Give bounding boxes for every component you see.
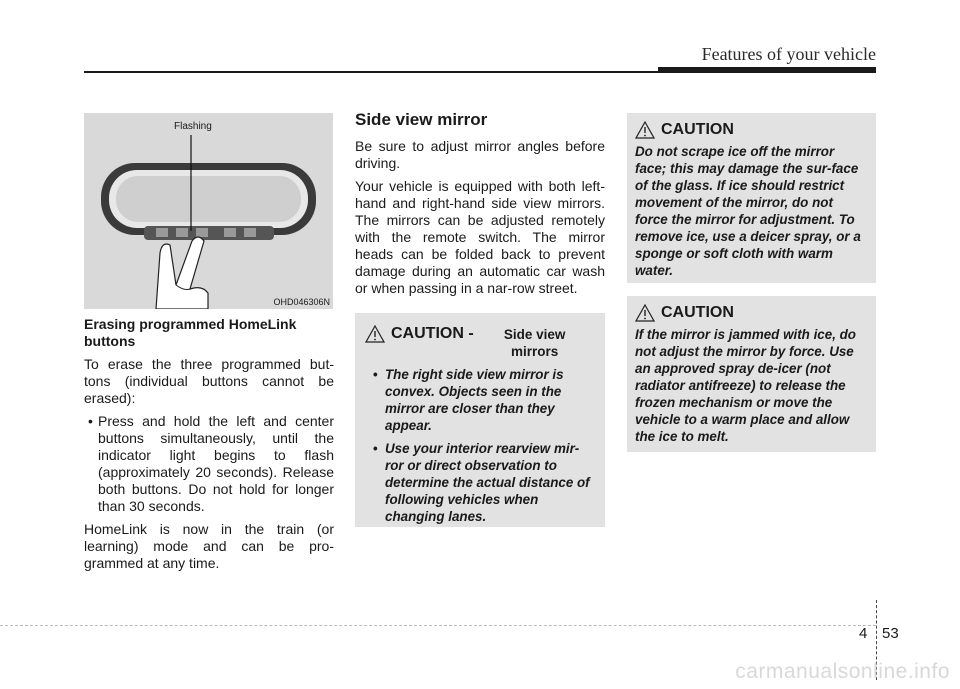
side-view-mirror-section: [355, 110, 605, 297]
chapter-number: 4: [859, 625, 868, 642]
caution-header: [635, 304, 868, 322]
homelink-erase-intro: To erase the three programmed but-tons (individual buttons cannot be erased):: [84, 356, 334, 406]
page-header-title: Features of your vehicle: [701, 44, 876, 64]
watermark: carmanualsonline.info: [735, 660, 950, 683]
caution-header: [365, 325, 595, 360]
homelink-train-mode-text: HomeLink is now in the train (or learning) mode and can be pro-grammed at any time.: [84, 521, 334, 571]
homelink-erase-section: [84, 316, 334, 572]
flashing-callout-label: Flashing: [174, 121, 212, 132]
side-view-mirror-description: Your vehicle is equipped with both left-hand and right-hand side view mirrors. The mirrors can be adjusted remotely with the remote switch. The mirror heads can be folded back to prevent damage during an automatic car wash or when passing in a nar-row street.: [355, 178, 605, 296]
caution-text: Do not scrape ice off the mirror face; this may damage the sur-face of the glass. If ice should restrict movement of the mirror, do not force the mirror for adjustment. To remove ice, use a deicer spray, or a sponge or soft cloth with warm water.: [635, 144, 861, 278]
homelink-erase-steps: [84, 413, 334, 515]
list-item: • Use your interior rearview mir-ror or direct observation to determine the actual distance of following vehicles when changing lanes.: [365, 440, 595, 525]
caution-label: CAUTION: [661, 121, 734, 138]
mirror-figure: [84, 113, 333, 309]
page-number: 53: [882, 625, 899, 642]
warning-triangle-icon: [635, 121, 655, 139]
warning-triangle-icon: [365, 325, 385, 343]
list-item: • Press and hold the left and center buttons simultaneously, until the indicator light begins to flash (approximately 20 seconds). Release both buttons. Do not hold for longer than 30 seconds.: [84, 413, 334, 515]
rearview-mirror-illustration: [84, 113, 333, 309]
side-view-mirror-intro: Be sure to adjust mirror angles before driving.: [355, 138, 605, 171]
list-item: • The right side view mirror is convex. Objects seen in the mirror are closer than they appear.: [365, 366, 595, 434]
caution-box-ice-scrape: [627, 113, 876, 283]
homelink-erase-heading: Erasing programmed HomeLink buttons: [84, 316, 297, 349]
caution-subject: Side view mirrors: [503, 327, 566, 359]
side-view-mirror-heading: Side view mirror: [355, 110, 488, 129]
caution-header: [635, 121, 868, 139]
caution-label: CAUTION: [661, 304, 734, 321]
caution-box-jammed-mirror: [627, 296, 876, 452]
header-rule: [84, 71, 876, 73]
caution-box-side-view: [355, 313, 605, 527]
caution-label: CAUTION -: [391, 325, 474, 342]
figure-caption: OHD046306N: [273, 297, 330, 307]
caution-list: [365, 366, 595, 525]
caution-text: If the mirror is jammed with ice, do not adjust the mirror by force. Use an approved spray de-icer (not radiator antifreeze) to release the frozen mechanism or move the vehicle to a warm place and allow the ice to melt.: [635, 327, 856, 444]
warning-triangle-icon: [635, 304, 655, 322]
footer-dashed-rule: [0, 625, 876, 626]
